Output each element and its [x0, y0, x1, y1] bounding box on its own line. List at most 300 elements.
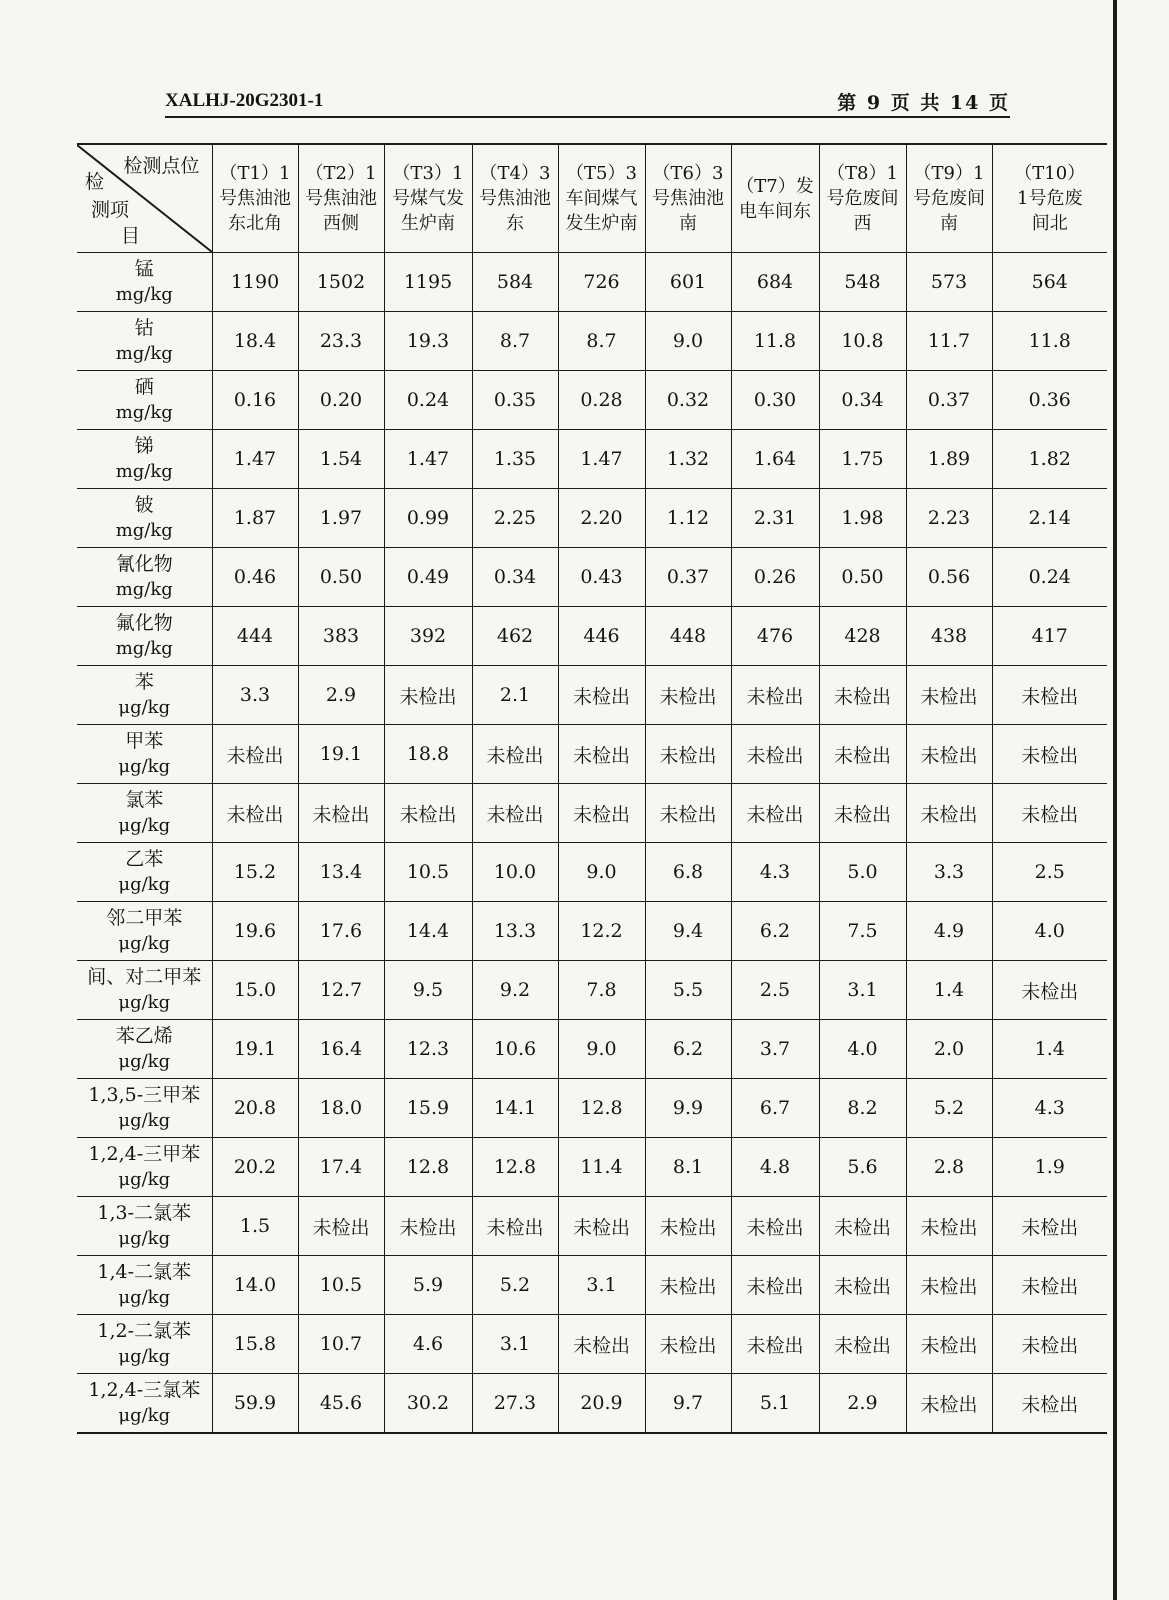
- item-name: 甲苯: [125, 730, 164, 752]
- value-cell: 19.3: [384, 312, 472, 371]
- value-cell: 未检出: [645, 666, 731, 725]
- value-cell: 未检出: [906, 1315, 992, 1374]
- value-cell: 1502: [298, 253, 384, 312]
- value-cell: 18.8: [384, 725, 472, 784]
- item-name: 铍: [134, 494, 154, 516]
- table-row: [77, 1138, 1107, 1197]
- value-cell: 未检出: [558, 1315, 645, 1374]
- value-cell: 6.7: [731, 1079, 819, 1138]
- value-cell: 未检出: [472, 1197, 558, 1256]
- table-row: [77, 961, 1107, 1020]
- item-name: 氯苯: [125, 789, 164, 811]
- value-cell: 3.3: [906, 843, 992, 902]
- value-cell: 15.2: [212, 843, 298, 902]
- column-header: （T5）3车间煤气发生炉南: [558, 144, 645, 253]
- row-header: [77, 1138, 212, 1197]
- value-cell: 2.31: [731, 489, 819, 548]
- value-cell: 27.3: [472, 1374, 558, 1434]
- corner-left-label-2: 测项: [91, 199, 130, 221]
- header-row: [77, 144, 1107, 253]
- column-header: （T10）1号危废间北: [992, 144, 1107, 253]
- value-cell: 2.8: [906, 1138, 992, 1197]
- item-unit: mg/kg: [115, 461, 173, 482]
- value-cell: 未检出: [819, 725, 906, 784]
- value-cell: 23.3: [298, 312, 384, 371]
- value-cell: 573: [906, 253, 992, 312]
- value-cell: 0.56: [906, 548, 992, 607]
- value-cell: 1.97: [298, 489, 384, 548]
- value-cell: 1190: [212, 253, 298, 312]
- row-header: [77, 666, 212, 725]
- table-row: [77, 1374, 1107, 1434]
- value-cell: 4.3: [992, 1079, 1107, 1138]
- value-cell: 2.9: [819, 1374, 906, 1434]
- value-cell: 20.2: [212, 1138, 298, 1197]
- page-header: [165, 86, 1010, 118]
- value-cell: 0.24: [992, 548, 1107, 607]
- value-cell: 726: [558, 253, 645, 312]
- value-cell: 0.46: [212, 548, 298, 607]
- value-cell: 2.5: [731, 961, 819, 1020]
- value-cell: 未检出: [645, 1256, 731, 1315]
- item-unit: mg/kg: [115, 402, 173, 423]
- row-header: [77, 1197, 212, 1256]
- item-unit: mg/kg: [115, 638, 173, 659]
- row-header: [77, 548, 212, 607]
- value-cell: 1.47: [558, 430, 645, 489]
- value-cell: 0.50: [819, 548, 906, 607]
- value-cell: 未检出: [645, 1197, 731, 1256]
- value-cell: 446: [558, 607, 645, 666]
- value-cell: 15.8: [212, 1315, 298, 1374]
- value-cell: 19.6: [212, 902, 298, 961]
- column-header: （T6）3号焦油池南: [645, 144, 731, 253]
- value-cell: 6.2: [731, 902, 819, 961]
- item-unit: μg/kg: [118, 1228, 171, 1249]
- value-cell: 19.1: [212, 1020, 298, 1079]
- value-cell: 444: [212, 607, 298, 666]
- value-cell: 0.32: [645, 371, 731, 430]
- value-cell: 未检出: [645, 725, 731, 784]
- header-rule: [165, 116, 1010, 118]
- value-cell: 1.64: [731, 430, 819, 489]
- value-cell: 8.2: [819, 1079, 906, 1138]
- value-cell: 1.4: [906, 961, 992, 1020]
- value-cell: 11.4: [558, 1138, 645, 1197]
- value-cell: 45.6: [298, 1374, 384, 1434]
- item-name: 1,4-二氯苯: [97, 1261, 192, 1283]
- item-name: 氟化物: [115, 612, 173, 634]
- value-cell: 15.9: [384, 1079, 472, 1138]
- value-cell: 12.8: [384, 1138, 472, 1197]
- value-cell: 未检出: [212, 725, 298, 784]
- value-cell: 14.1: [472, 1079, 558, 1138]
- value-cell: 8.7: [472, 312, 558, 371]
- value-cell: 20.8: [212, 1079, 298, 1138]
- column-header: （T1）1号焦油池东北角: [212, 144, 298, 253]
- value-cell: 未检出: [906, 666, 992, 725]
- value-cell: 未检出: [906, 725, 992, 784]
- row-header: [77, 371, 212, 430]
- item-unit: μg/kg: [118, 933, 171, 954]
- value-cell: 未检出: [731, 725, 819, 784]
- item-unit: mg/kg: [115, 284, 173, 305]
- value-cell: 1.9: [992, 1138, 1107, 1197]
- value-cell: 7.8: [558, 961, 645, 1020]
- value-cell: 5.9: [384, 1256, 472, 1315]
- table-body: [77, 253, 1107, 1434]
- value-cell: 未检出: [472, 725, 558, 784]
- value-cell: 1.98: [819, 489, 906, 548]
- value-cell: 3.7: [731, 1020, 819, 1079]
- row-header: [77, 607, 212, 666]
- value-cell: 未检出: [992, 1197, 1107, 1256]
- report-id: XALHJ-20G2301-1: [165, 90, 324, 111]
- value-cell: 0.99: [384, 489, 472, 548]
- table-row: [77, 666, 1107, 725]
- value-cell: 9.0: [558, 843, 645, 902]
- corner-left-label-3: 目: [121, 225, 141, 247]
- value-cell: 6.2: [645, 1020, 731, 1079]
- value-cell: 未检出: [992, 784, 1107, 843]
- value-cell: 4.0: [819, 1020, 906, 1079]
- value-cell: 未检出: [906, 1197, 992, 1256]
- value-cell: 10.6: [472, 1020, 558, 1079]
- page-number: 第 9 页 共 14 页: [837, 92, 1010, 114]
- results-table: [77, 143, 1107, 1434]
- item-unit: mg/kg: [115, 579, 173, 600]
- value-cell: 15.0: [212, 961, 298, 1020]
- row-header: [77, 489, 212, 548]
- value-cell: 12.7: [298, 961, 384, 1020]
- corner-cell: [77, 144, 212, 253]
- value-cell: 未检出: [558, 666, 645, 725]
- value-cell: 0.26: [731, 548, 819, 607]
- value-cell: 7.5: [819, 902, 906, 961]
- value-cell: 未检出: [992, 1374, 1107, 1434]
- item-unit: μg/kg: [118, 697, 171, 718]
- row-header: [77, 784, 212, 843]
- value-cell: 1.54: [298, 430, 384, 489]
- value-cell: 未检出: [384, 666, 472, 725]
- table-row: [77, 430, 1107, 489]
- value-cell: 0.34: [472, 548, 558, 607]
- value-cell: 未检出: [731, 666, 819, 725]
- value-cell: 548: [819, 253, 906, 312]
- row-header: [77, 1374, 212, 1434]
- value-cell: 1.75: [819, 430, 906, 489]
- row-header: [77, 312, 212, 371]
- value-cell: 未检出: [819, 784, 906, 843]
- item-name: 1,3,5-三甲苯: [88, 1084, 201, 1106]
- value-cell: 476: [731, 607, 819, 666]
- value-cell: 4.3: [731, 843, 819, 902]
- value-cell: 未检出: [472, 784, 558, 843]
- value-cell: 0.30: [731, 371, 819, 430]
- item-unit: μg/kg: [118, 992, 171, 1013]
- value-cell: 448: [645, 607, 731, 666]
- table-row: [77, 607, 1107, 666]
- value-cell: 30.2: [384, 1374, 472, 1434]
- item-unit: μg/kg: [118, 1169, 171, 1190]
- value-cell: 3.1: [819, 961, 906, 1020]
- table-row: [77, 1315, 1107, 1374]
- value-cell: 417: [992, 607, 1107, 666]
- value-cell: 18.4: [212, 312, 298, 371]
- value-cell: 未检出: [992, 1315, 1107, 1374]
- value-cell: 684: [731, 253, 819, 312]
- value-cell: 9.9: [645, 1079, 731, 1138]
- column-header: （T3）1号煤气发生炉南: [384, 144, 472, 253]
- value-cell: 未检出: [992, 1256, 1107, 1315]
- table-row: [77, 902, 1107, 961]
- value-cell: 11.8: [992, 312, 1107, 371]
- value-cell: 1.47: [384, 430, 472, 489]
- table-row: [77, 253, 1107, 312]
- table-row: [77, 843, 1107, 902]
- value-cell: 9.7: [645, 1374, 731, 1434]
- value-cell: 未检出: [558, 784, 645, 843]
- value-cell: 14.4: [384, 902, 472, 961]
- value-cell: 2.1: [472, 666, 558, 725]
- value-cell: 0.16: [212, 371, 298, 430]
- value-cell: 8.7: [558, 312, 645, 371]
- item-unit: μg/kg: [118, 1110, 171, 1131]
- value-cell: 2.5: [992, 843, 1107, 902]
- value-cell: 9.0: [645, 312, 731, 371]
- value-cell: 10.7: [298, 1315, 384, 1374]
- value-cell: 16.4: [298, 1020, 384, 1079]
- row-header: [77, 1315, 212, 1374]
- table-row: [77, 371, 1107, 430]
- value-cell: 未检出: [645, 784, 731, 843]
- value-cell: 2.23: [906, 489, 992, 548]
- value-cell: 438: [906, 607, 992, 666]
- value-cell: 未检出: [992, 666, 1107, 725]
- item-unit: μg/kg: [118, 815, 171, 836]
- item-name: 氰化物: [115, 553, 173, 575]
- value-cell: 0.49: [384, 548, 472, 607]
- item-unit: mg/kg: [115, 343, 173, 364]
- value-cell: 5.2: [472, 1256, 558, 1315]
- item-name: 硒: [134, 376, 154, 398]
- row-header: [77, 961, 212, 1020]
- value-cell: 1.89: [906, 430, 992, 489]
- value-cell: 4.6: [384, 1315, 472, 1374]
- value-cell: 59.9: [212, 1374, 298, 1434]
- value-cell: 未检出: [731, 1256, 819, 1315]
- value-cell: 13.4: [298, 843, 384, 902]
- corner-left-label-1: 检: [85, 171, 105, 193]
- value-cell: 17.4: [298, 1138, 384, 1197]
- value-cell: 未检出: [731, 784, 819, 843]
- item-name: 邻二甲苯: [106, 907, 183, 929]
- item-name: 1,2,4-三甲苯: [88, 1143, 201, 1165]
- value-cell: 1.35: [472, 430, 558, 489]
- value-cell: 2.20: [558, 489, 645, 548]
- value-cell: 17.6: [298, 902, 384, 961]
- value-cell: 未检出: [558, 1197, 645, 1256]
- value-cell: 12.3: [384, 1020, 472, 1079]
- table-row: [77, 489, 1107, 548]
- item-unit: μg/kg: [118, 1287, 171, 1308]
- value-cell: 未检出: [645, 1315, 731, 1374]
- row-header: [77, 843, 212, 902]
- value-cell: 4.9: [906, 902, 992, 961]
- value-cell: 0.35: [472, 371, 558, 430]
- value-cell: 0.37: [645, 548, 731, 607]
- value-cell: 5.1: [731, 1374, 819, 1434]
- value-cell: 1195: [384, 253, 472, 312]
- value-cell: 未检出: [992, 961, 1107, 1020]
- value-cell: 1.12: [645, 489, 731, 548]
- item-name: 苯: [134, 671, 154, 693]
- value-cell: 6.8: [645, 843, 731, 902]
- column-header: （T2）1号焦油池西侧: [298, 144, 384, 253]
- value-cell: 未检出: [819, 666, 906, 725]
- value-cell: 10.5: [384, 843, 472, 902]
- value-cell: 1.4: [992, 1020, 1107, 1079]
- value-cell: 2.14: [992, 489, 1107, 548]
- value-cell: 0.50: [298, 548, 384, 607]
- table-row: [77, 1020, 1107, 1079]
- row-header: [77, 902, 212, 961]
- value-cell: 未检出: [384, 784, 472, 843]
- value-cell: 2.9: [298, 666, 384, 725]
- value-cell: 5.6: [819, 1138, 906, 1197]
- table-row: [77, 312, 1107, 371]
- row-header: [77, 1020, 212, 1079]
- value-cell: 2.25: [472, 489, 558, 548]
- value-cell: 10.5: [298, 1256, 384, 1315]
- table-row: [77, 725, 1107, 784]
- value-cell: 1.47: [212, 430, 298, 489]
- value-cell: 未检出: [906, 784, 992, 843]
- value-cell: 0.28: [558, 371, 645, 430]
- value-cell: 3.3: [212, 666, 298, 725]
- value-cell: 5.2: [906, 1079, 992, 1138]
- value-cell: 1.82: [992, 430, 1107, 489]
- value-cell: 9.4: [645, 902, 731, 961]
- value-cell: 未检出: [558, 725, 645, 784]
- item-name: 1,2-二氯苯: [97, 1320, 192, 1342]
- value-cell: 4.8: [731, 1138, 819, 1197]
- item-unit: μg/kg: [118, 874, 171, 895]
- column-header: （T8）1号危废间西: [819, 144, 906, 253]
- item-name: 间、对二甲苯: [87, 966, 202, 988]
- value-cell: 18.0: [298, 1079, 384, 1138]
- item-name: 锰: [134, 258, 154, 280]
- value-cell: 0.43: [558, 548, 645, 607]
- value-cell: 未检出: [819, 1256, 906, 1315]
- item-name: 乙苯: [125, 848, 164, 870]
- value-cell: 5.5: [645, 961, 731, 1020]
- value-cell: 564: [992, 253, 1107, 312]
- value-cell: 5.0: [819, 843, 906, 902]
- value-cell: 3.1: [558, 1256, 645, 1315]
- value-cell: 392: [384, 607, 472, 666]
- value-cell: 14.0: [212, 1256, 298, 1315]
- value-cell: 0.36: [992, 371, 1107, 430]
- value-cell: 1.5: [212, 1197, 298, 1256]
- value-cell: 428: [819, 607, 906, 666]
- value-cell: 9.5: [384, 961, 472, 1020]
- row-header: [77, 1256, 212, 1315]
- value-cell: 13.3: [472, 902, 558, 961]
- corner-top-label: 检测点位: [123, 155, 200, 177]
- page-edge-shadow: [1113, 0, 1117, 1600]
- item-name: 苯乙烯: [115, 1025, 173, 1047]
- value-cell: 0.24: [384, 371, 472, 430]
- item-unit: μg/kg: [118, 1051, 171, 1072]
- value-cell: 未检出: [212, 784, 298, 843]
- value-cell: 未检出: [384, 1197, 472, 1256]
- value-cell: 0.20: [298, 371, 384, 430]
- column-header: （T9）1号危废间南: [906, 144, 992, 253]
- value-cell: 584: [472, 253, 558, 312]
- value-cell: 12.2: [558, 902, 645, 961]
- row-header: [77, 1079, 212, 1138]
- item-name: 1,3-二氯苯: [97, 1202, 192, 1224]
- value-cell: 未检出: [298, 1197, 384, 1256]
- value-cell: 4.0: [992, 902, 1107, 961]
- value-cell: 未检出: [906, 1374, 992, 1434]
- value-cell: 462: [472, 607, 558, 666]
- row-header: [77, 725, 212, 784]
- table-row: [77, 1079, 1107, 1138]
- table-row: [77, 1256, 1107, 1315]
- table-row: [77, 784, 1107, 843]
- value-cell: 未检出: [906, 1256, 992, 1315]
- item-unit: μg/kg: [118, 756, 171, 777]
- item-name: 钴: [134, 317, 154, 339]
- row-header: [77, 253, 212, 312]
- item-unit: μg/kg: [118, 1405, 171, 1426]
- column-header: （T7）发电车间东: [731, 144, 819, 253]
- value-cell: 未检出: [298, 784, 384, 843]
- value-cell: 8.1: [645, 1138, 731, 1197]
- value-cell: 601: [645, 253, 731, 312]
- value-cell: 10.8: [819, 312, 906, 371]
- value-cell: 10.0: [472, 843, 558, 902]
- value-cell: 未检出: [731, 1197, 819, 1256]
- value-cell: 未检出: [819, 1197, 906, 1256]
- value-cell: 9.0: [558, 1020, 645, 1079]
- value-cell: 未检出: [819, 1315, 906, 1374]
- value-cell: 0.34: [819, 371, 906, 430]
- item-name: 锑: [134, 435, 154, 457]
- table-row: [77, 548, 1107, 607]
- row-header: [77, 430, 212, 489]
- item-unit: mg/kg: [115, 520, 173, 541]
- value-cell: 383: [298, 607, 384, 666]
- value-cell: 未检出: [731, 1315, 819, 1374]
- value-cell: 1.87: [212, 489, 298, 548]
- column-header: （T4）3号焦油池东: [472, 144, 558, 253]
- value-cell: 1.32: [645, 430, 731, 489]
- value-cell: 3.1: [472, 1315, 558, 1374]
- item-unit: μg/kg: [118, 1346, 171, 1367]
- value-cell: 0.37: [906, 371, 992, 430]
- value-cell: 11.7: [906, 312, 992, 371]
- value-cell: 20.9: [558, 1374, 645, 1434]
- item-name: 1,2,4-三氯苯: [88, 1379, 201, 1401]
- table-row: [77, 1197, 1107, 1256]
- value-cell: 11.8: [731, 312, 819, 371]
- value-cell: 19.1: [298, 725, 384, 784]
- value-cell: 2.0: [906, 1020, 992, 1079]
- value-cell: 12.8: [558, 1079, 645, 1138]
